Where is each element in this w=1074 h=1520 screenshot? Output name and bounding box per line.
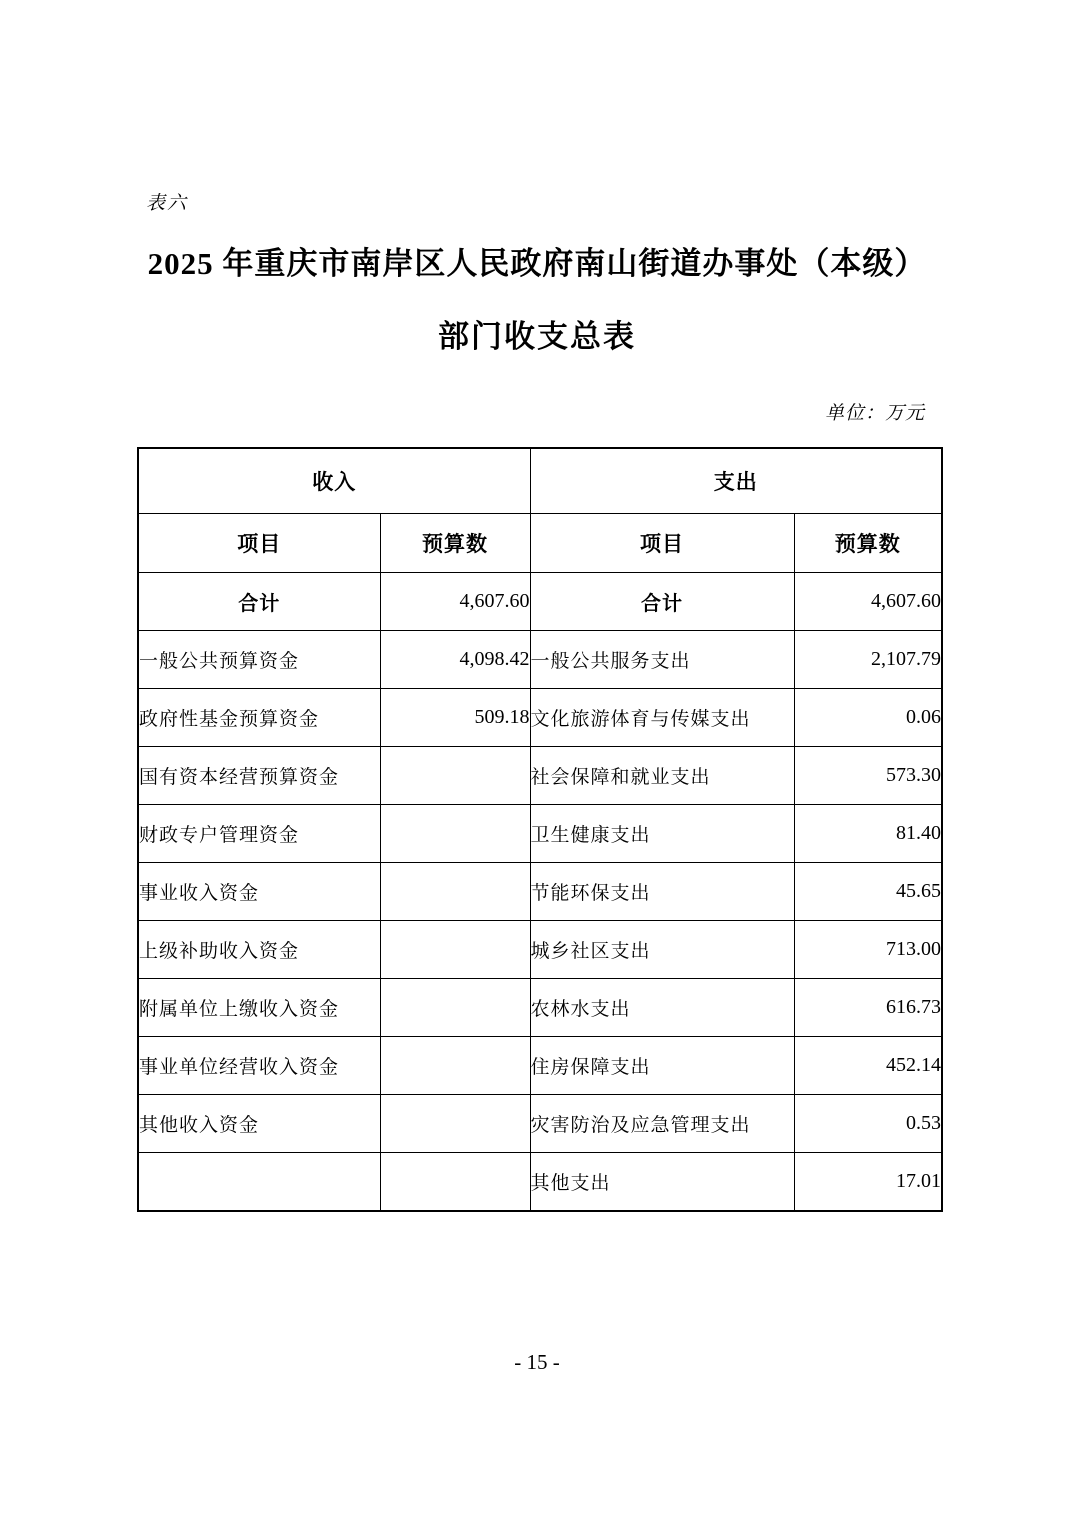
table-row xyxy=(138,747,942,805)
table-number-label: 表六 xyxy=(146,193,189,214)
expense-item-cell: 社会保障和就业支出 xyxy=(530,747,794,805)
income-value-cell xyxy=(380,747,530,805)
table-row xyxy=(138,979,942,1037)
expense-value-cell: 2,107.79 xyxy=(794,631,942,689)
income-item-cell: 合计 xyxy=(138,573,380,631)
expense-value-cell: 452.14 xyxy=(794,1037,942,1095)
expense-value-cell: 45.65 xyxy=(794,863,942,921)
income-item-cell: 事业收入资金 xyxy=(138,863,380,921)
income-value-cell xyxy=(380,805,530,863)
expense-item-cell: 文化旅游体育与传媒支出 xyxy=(530,689,794,747)
expense-item-cell: 城乡社区支出 xyxy=(530,921,794,979)
table-row xyxy=(138,689,942,747)
income-item-cell: 国有资本经营预算资金 xyxy=(138,747,380,805)
income-value-cell xyxy=(380,921,530,979)
expense-item-cell: 合计 xyxy=(530,573,794,631)
income-value-cell xyxy=(380,863,530,921)
income-value-cell: 4,098.42 xyxy=(380,631,530,689)
expense-budget-column-header: 预算数 xyxy=(794,514,942,573)
expense-item-cell: 农林水支出 xyxy=(530,979,794,1037)
income-item-cell: 财政专户管理资金 xyxy=(138,805,380,863)
expense-value-cell: 713.00 xyxy=(794,921,942,979)
expense-value-cell: 81.40 xyxy=(794,805,942,863)
income-item-cell: 事业单位经营收入资金 xyxy=(138,1037,380,1095)
income-section-header: 收入 xyxy=(138,448,530,514)
expense-item-cell: 其他支出 xyxy=(530,1153,794,1212)
income-item-cell: 一般公共预算资金 xyxy=(138,631,380,689)
income-value-cell: 509.18 xyxy=(380,689,530,747)
expense-item-column-header: 项目 xyxy=(530,514,794,573)
expense-value-cell: 0.06 xyxy=(794,689,942,747)
table-row-total xyxy=(138,573,942,631)
income-item-cell: 政府性基金预算资金 xyxy=(138,689,380,747)
table-row xyxy=(138,921,942,979)
income-item-cell: 上级补助收入资金 xyxy=(138,921,380,979)
expense-value-cell: 573.30 xyxy=(794,747,942,805)
table-row xyxy=(138,631,942,689)
income-value-cell xyxy=(380,1037,530,1095)
expense-item-cell: 灾害防治及应急管理支出 xyxy=(530,1095,794,1153)
table-row xyxy=(138,1037,942,1095)
income-value-cell xyxy=(380,1095,530,1153)
expense-value-cell: 4,607.60 xyxy=(794,573,942,631)
income-value-cell: 4,607.60 xyxy=(380,573,530,631)
table-row xyxy=(138,1153,942,1212)
table-section-header-row xyxy=(138,448,942,514)
income-item-column-header: 项目 xyxy=(138,514,380,573)
table-column-header-row xyxy=(138,514,942,573)
income-value-cell xyxy=(380,979,530,1037)
income-item-cell: 附属单位上缴收入资金 xyxy=(138,979,380,1037)
table-row xyxy=(138,863,942,921)
expense-item-cell: 住房保障支出 xyxy=(530,1037,794,1095)
budget-summary-table xyxy=(137,447,943,1212)
income-value-cell xyxy=(380,1153,530,1212)
table-row xyxy=(138,1095,942,1153)
income-item-cell: 其他收入资金 xyxy=(138,1095,380,1153)
expense-item-cell: 节能环保支出 xyxy=(530,863,794,921)
expense-value-cell: 17.01 xyxy=(794,1153,942,1212)
expense-section-header: 支出 xyxy=(530,448,942,514)
page-number: - 15 - xyxy=(514,1350,560,1374)
title-line-2: 部门收支总表 xyxy=(438,319,636,354)
document-title xyxy=(0,238,1074,356)
expense-value-cell: 0.53 xyxy=(794,1095,942,1153)
expense-item-cell: 卫生健康支出 xyxy=(530,805,794,863)
unit-label: 单位：万元 xyxy=(824,403,925,424)
income-budget-column-header: 预算数 xyxy=(380,514,530,573)
expense-item-cell: 一般公共服务支出 xyxy=(530,631,794,689)
income-item-cell xyxy=(138,1153,380,1212)
expense-value-cell: 616.73 xyxy=(794,979,942,1037)
title-line-1: 2025 年重庆市南岸区人民政府南山街道办事处（本级） xyxy=(147,246,927,281)
table-row xyxy=(138,805,942,863)
